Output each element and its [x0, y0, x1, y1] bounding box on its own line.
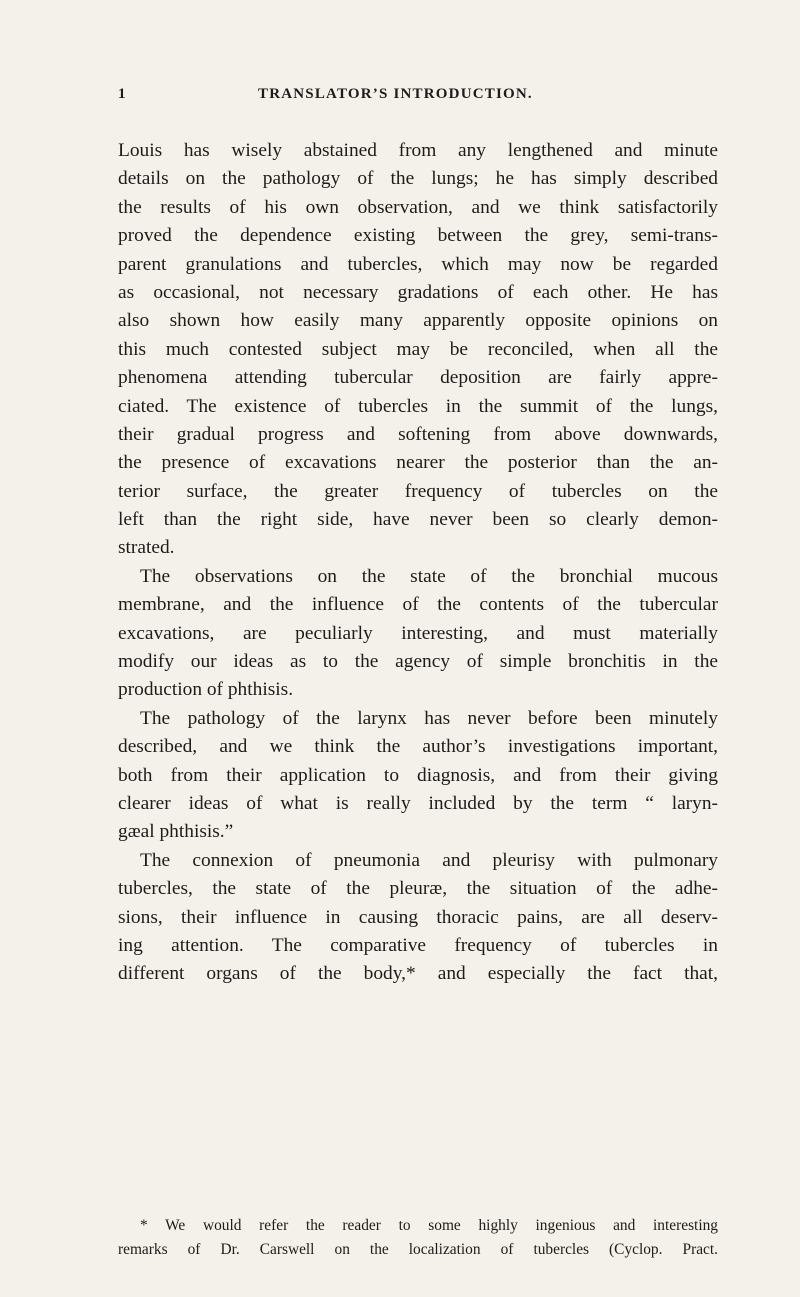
text-line: strated. — [118, 537, 175, 559]
text-line: as occasional, not necessary gradations of each other. He has — [118, 281, 718, 303]
text-line: also shown how easily many apparently opposite opinions on — [118, 310, 718, 332]
text-line: their gradual progress and softening from above downwards, — [118, 423, 718, 445]
text-line: ciated. The existence of tubercles in the summit of the lungs, — [118, 395, 718, 417]
text-line: The pathology of the larynx has never before been minutely — [140, 707, 718, 729]
text-line: left than the right side, have never been so clearly demon- — [118, 509, 718, 531]
text-line: tubercles, the state of the pleuræ, the situation of the adhe- — [118, 878, 718, 900]
text-line: excavations, are peculiarly interesting, and must materially — [118, 622, 718, 644]
text-line: terior surface, the greater frequency of tubercles on the — [118, 480, 718, 502]
text-line: production of phthisis. — [118, 679, 294, 701]
text-line: gæal phthisis.” — [118, 821, 234, 843]
footnote-line: * We would refer the reader to some highly ingenious and interesting — [140, 1217, 718, 1234]
text-line: phenomena attending tubercular deposition are fairly appre- — [118, 367, 718, 389]
text-line: The observations on the state of the bronchial mucous — [140, 565, 718, 587]
footnote — [118, 1214, 718, 1262]
text-line: described, and we think the author’s investigations important, — [118, 736, 718, 758]
running-head-title: TRANSLATOR’S INTRODUCTION. — [258, 86, 533, 102]
text-line: different organs of the body,* and especially the fact that, — [118, 963, 718, 985]
footnote-line: remarks of Dr. Carswell on the localization of tubercles (Cyclop. Pract. — [118, 1241, 718, 1258]
text-line: clearer ideas of what is really included by the term “ laryn- — [118, 792, 718, 814]
text-line: proved the dependence existing between the grey, semi-trans- — [118, 225, 718, 247]
text-line: this much contested subject may be reconciled, when all the — [118, 338, 718, 360]
text-line: The connexion of pneumonia and pleurisy with pulmonary — [140, 849, 718, 871]
text-line: parent granulations and tubercles, which may now be regarded — [118, 253, 718, 275]
text-line: details on the pathology of the lungs; he has simply described — [118, 168, 718, 190]
text-line: sions, their influence in causing thoracic pains, are all deserv- — [118, 906, 718, 928]
text-line: Louis has wisely abstained from any lengthened and minute — [118, 140, 718, 161]
text-line: membrane, and the influence of the contents of the tubercular — [118, 594, 718, 616]
text-line: ing attention. The comparative frequency of tubercles in — [118, 934, 718, 956]
text-line: the presence of excavations nearer the posterior than the an- — [118, 452, 718, 474]
text-line: the results of his own observation, and we think satisfactorily — [118, 196, 718, 218]
page-number: 1 — [118, 86, 127, 102]
text-line: both from their application to diagnosis, and from their giving — [118, 764, 718, 786]
body-text — [118, 137, 718, 989]
text-line: modify our ideas as to the agency of simple bronchitis in the — [118, 651, 718, 673]
